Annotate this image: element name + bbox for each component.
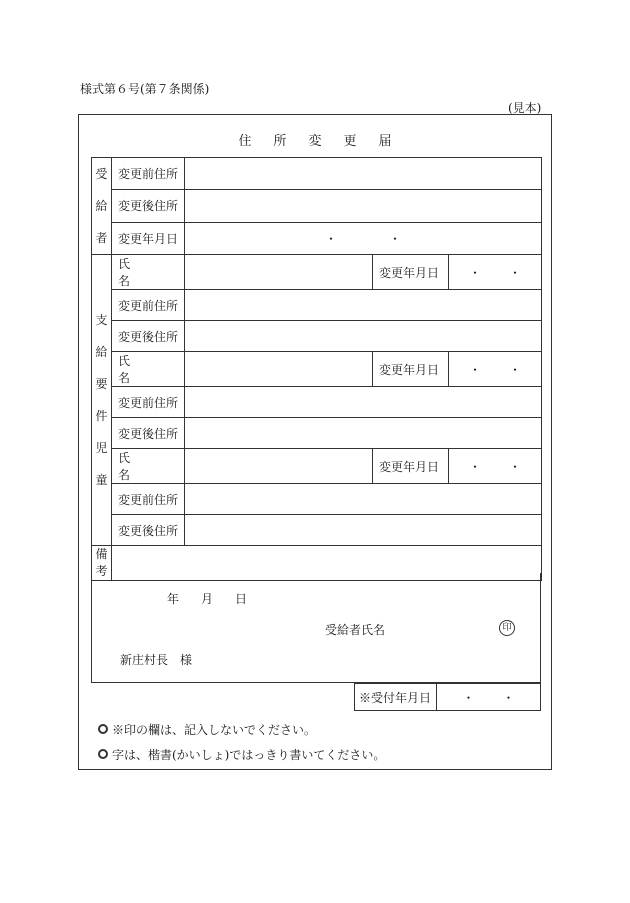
child-new-address-field[interactable] xyxy=(185,515,542,546)
note-item: ※印の欄は、記入しないでください。 xyxy=(98,721,316,738)
recipient-prev-address-label: 変更前住所 xyxy=(112,158,185,190)
child-new-address-label: 変更後住所 xyxy=(112,321,185,352)
child-new-address-label: 変更後住所 xyxy=(112,418,185,449)
addressee: 新庄村長 様 xyxy=(120,653,193,667)
bullet-icon xyxy=(98,724,108,734)
child-change-date-field[interactable]: ・ ・ xyxy=(449,255,542,290)
children-section-label: 支 給 要 件 児 童 xyxy=(92,255,112,546)
remarks-label: 備 考 xyxy=(92,546,112,581)
table-row xyxy=(92,484,542,515)
child-prev-address-field[interactable] xyxy=(185,290,542,321)
form-title xyxy=(79,130,551,149)
child-name-field[interactable] xyxy=(185,449,373,484)
table-row xyxy=(92,387,542,418)
table-row xyxy=(92,352,542,387)
table-row xyxy=(92,290,542,321)
child-new-address-field[interactable] xyxy=(185,418,542,449)
recipient-prev-address-field[interactable] xyxy=(185,158,542,190)
month-char: 月 xyxy=(201,592,214,606)
table-row xyxy=(92,515,542,546)
table-row xyxy=(92,158,542,190)
table-row xyxy=(92,222,542,254)
receipt-date-box xyxy=(354,683,541,711)
child-name-label: 氏名 xyxy=(112,352,185,387)
address-change-table xyxy=(91,157,542,581)
child-change-date-label: 変更年月日 xyxy=(373,255,449,290)
receipt-date-label: ※受付年月日 xyxy=(355,684,437,711)
recipient-change-date-label: 変更年月日 xyxy=(112,222,185,254)
child-change-date-field[interactable]: ・ ・ xyxy=(449,449,542,484)
child-new-address-label: 変更後住所 xyxy=(112,515,185,546)
child-change-date-label: 変更年月日 xyxy=(373,449,449,484)
recipient-new-address-field[interactable] xyxy=(185,190,542,222)
table-row xyxy=(92,255,542,290)
title-char: 変 xyxy=(308,134,322,149)
bullet-icon xyxy=(98,749,108,759)
title-char: 届 xyxy=(378,134,392,149)
child-new-address-field[interactable] xyxy=(185,321,542,352)
recipient-new-address-label: 変更後住所 xyxy=(112,190,185,222)
child-change-date-label: 変更年月日 xyxy=(373,352,449,387)
receipt-date-field: ・ ・ xyxy=(437,684,541,711)
table-row xyxy=(92,418,542,449)
title-char: 所 xyxy=(273,134,287,149)
year-char: 年 xyxy=(167,592,180,606)
child-prev-address-label: 変更前住所 xyxy=(112,484,185,515)
child-prev-address-label: 変更前住所 xyxy=(112,290,185,321)
child-change-date-field[interactable]: ・ ・ xyxy=(449,352,542,387)
form-number-label: 様式第６号(第７条関係) xyxy=(80,82,210,96)
child-prev-address-field[interactable] xyxy=(185,387,542,418)
applicant-name-label: 受給者氏名 xyxy=(325,623,386,637)
child-name-field[interactable] xyxy=(185,255,373,290)
table-row xyxy=(92,449,542,484)
child-name-field[interactable] xyxy=(185,352,373,387)
recipient-section-label: 受 給 者 xyxy=(92,158,112,255)
note-item: 字は、楷書(かいしょ)ではっきり書いてください。 xyxy=(98,746,385,763)
seal-icon: 印 xyxy=(499,620,515,636)
day-char: 日 xyxy=(235,592,248,606)
recipient-change-date-field[interactable]: ・ ・ xyxy=(185,222,542,254)
table-row xyxy=(92,321,542,352)
child-prev-address-field[interactable] xyxy=(185,484,542,515)
child-prev-address-label: 変更前住所 xyxy=(112,387,185,418)
sample-label: (見本) xyxy=(508,101,542,115)
title-char: 住 xyxy=(238,134,252,149)
table-row xyxy=(92,190,542,222)
child-name-label: 氏名 xyxy=(112,255,185,290)
child-name-label: 氏名 xyxy=(112,449,185,484)
title-char: 更 xyxy=(343,134,357,149)
submission-date[interactable] xyxy=(167,590,269,607)
